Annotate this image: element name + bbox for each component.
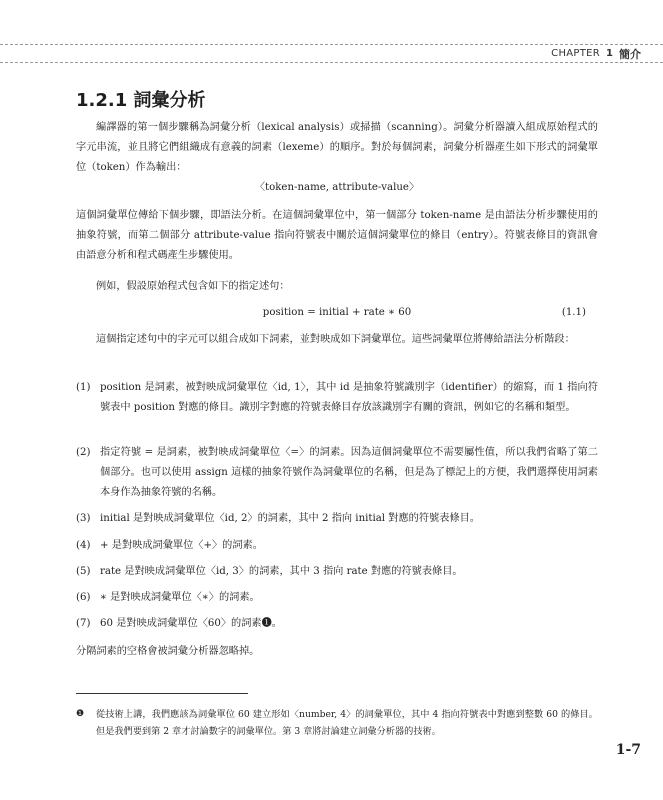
chapter-number: 1 (606, 48, 613, 59)
list-item-number: (6) (76, 592, 91, 603)
list-item-number: (1) (76, 382, 91, 393)
chapter-title: 簡介 (619, 47, 641, 61)
list-item-text: ∗ 是對映成詞彙單位〈∗〉的詞素。 (100, 592, 260, 603)
equation: position = initial + rate ∗ 60 (262, 307, 412, 318)
paragraph-example: 例如，假設原始程式包含如下的指定述句： (96, 281, 290, 292)
list-item (76, 588, 598, 608)
footnote-mark: ❶ (76, 709, 85, 719)
list-item (76, 443, 598, 503)
page-number: 1-7 (615, 742, 641, 758)
footnote-text: 從技術上講，我們應該為詞彙單位 60 建立形如〈number, 4〉的詞彙單位，其中 4 指向符號表中對應到整數 60 的條目。但是我們要到第 2 章才討論數字的詞彙單位。第 3 章將討論建立詞彙分析器的技術。 (96, 709, 598, 737)
list-item (76, 614, 598, 634)
equation-row (76, 303, 598, 323)
list-item-text: initial 是對映成詞彙單位〈id, 2〉的詞素，其中 2 指向 initial 對應的符號表條目。 (100, 513, 480, 524)
list-item-text: 指定符號 = 是詞素，被對映成詞彙單位〈=〉的詞素。因為這個詞彙單位不需要屬性值，所以我們省略了第二個部分。也可以使用 assign 這樣的抽象符號作為詞彙單位的名稱，但是為了標記上的方便，我們選擇使用詞素本身作為抽象符號的名稱。 (100, 447, 598, 498)
list-item (76, 536, 598, 556)
footnote (76, 706, 598, 740)
list-item-number: (4) (76, 540, 91, 551)
paragraph-intro: 編譯器的第一個步驟稱為詞彙分析（lexical analysis）或掃描（scanning）。詞彙分析器讀入組成原始程式的字元串流，並且將它們組織成有意義的詞素（lexeme）的順序。對於每個詞素，詞彙分析器產生如下形式的詞彙單位（token）作為輸出： (76, 122, 598, 173)
list-item-text: + 是對映成詞彙單位〈+〉的詞素。 (100, 540, 263, 551)
list-item-number: (3) (76, 513, 91, 524)
list-item-number: (5) (76, 566, 91, 577)
footnote-rule (76, 693, 248, 694)
list-item-text: position 是詞素，被對映成詞彙單位〈id, 1〉，其中 id 是抽象符號識別字（identifier）的縮寫，而 1 指向符號表中 position 對應的條目。識別字對應的符號表條目存放該識別字有關的資訊，例如它的名稱和類型。 (100, 382, 598, 413)
list-item (76, 509, 598, 529)
header-bottom-rule (0, 62, 663, 63)
list-item-number: (2) (76, 447, 91, 458)
paragraph-lexemes: 這個指定述句中的字元可以組合成如下詞素，並對映成如下詞彙單位。這些詞彙單位將傳給語法分析階段： (96, 334, 575, 345)
list-item (76, 378, 598, 418)
paragraph-token-explanation: 這個詞彙單位傳給下個步驟，即語法分析。在這個詞彙單位中，第一個部分 token-name 是由語法分析步驟使用的抽象符號，而第二個部分 attribute-value 指向符號表中關於這個詞彙單位的條目（entry）。符號表條目的資訊會由語意分析和程式碼產生步驟使用。 (76, 210, 598, 261)
list-item (76, 562, 598, 582)
chapter-header (551, 45, 641, 62)
list-item-number: (7) (76, 618, 91, 629)
list-item-text: rate 是對映成詞彙單位〈id, 3〉的詞素，其中 3 指向 rate 對應的符號表條目。 (100, 566, 463, 577)
list-item-text: 60 是對映成詞彙單位〈60〉的詞素❶。 (100, 618, 282, 629)
section-title: 1.2.1 詞彙分析 (76, 90, 206, 111)
token-form: 〈token-name, attribute-value〉 (254, 182, 420, 193)
chapter-label: CHAPTER (551, 48, 601, 59)
equation-number: (1.1) (561, 307, 586, 318)
paragraph-closing: 分隔詞素的空格會被詞彙分析器忽略掉。 (76, 646, 260, 657)
